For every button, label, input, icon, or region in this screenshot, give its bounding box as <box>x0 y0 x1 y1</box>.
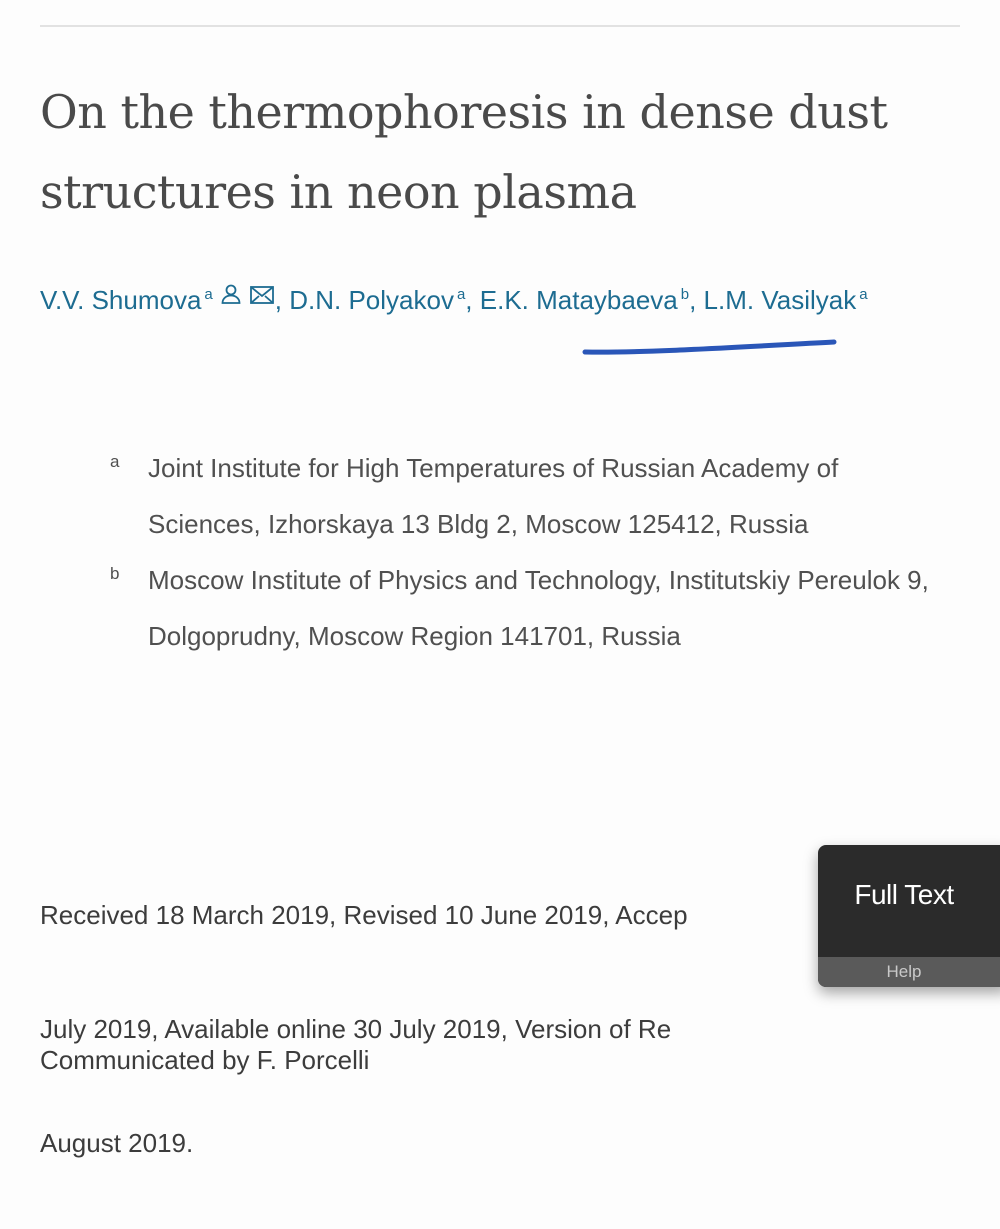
affiliation-marker: b <box>680 286 690 304</box>
author-link-shumova[interactable]: V.V. Shumova $^a$ <box>40 285 213 315</box>
author-separator: , <box>465 285 480 315</box>
handwritten-underline <box>582 336 838 360</box>
affiliation-list <box>110 440 950 664</box>
envelope-icon[interactable] <box>249 269 275 325</box>
affiliation-marker: a <box>859 286 868 304</box>
author-link-vasilyak[interactable]: L.M. Vasilyak $^a$ <box>703 285 868 315</box>
affiliation-text: Moscow Institute of Physics and Technology, Institutskiy Pereulok 9, Dolgoprudny, Moscow Region 141701, Russia <box>148 565 929 651</box>
affiliation-letter: a <box>110 452 120 471</box>
help-label: Help <box>886 962 922 981</box>
author-link-polyakov[interactable]: D.N. Polyakov $^a$ <box>289 285 466 315</box>
full-text-button[interactable]: Full Text <box>854 879 954 910</box>
author-link-mataybaeva[interactable]: E.K. Mataybaeva $^b$ <box>479 285 690 315</box>
person-icon[interactable] <box>219 269 243 325</box>
affiliation-item <box>110 552 950 664</box>
history-line: July 2019, Available online 30 July 2019, Version of Re <box>40 1014 672 1044</box>
help-bar[interactable] <box>818 957 1000 987</box>
affiliation-text: Joint Institute for High Temperatures of Russian Academy of Sciences, Izhorskaya 13 Bldg 2, Moscow 125412, Russia <box>148 453 839 539</box>
communicated-by: Communicated by F. Porcelli <box>40 1045 370 1075</box>
affiliation-letter: b <box>110 564 120 583</box>
affiliation-marker: a <box>204 286 213 304</box>
history-line: August 2019. <box>40 1128 194 1158</box>
author-separator: , <box>689 285 704 315</box>
affiliation-item <box>110 440 950 552</box>
full-text-popup[interactable] <box>818 845 1000 987</box>
history-line: Received 18 March 2019, Revised 10 June 2019, Accep <box>40 900 688 930</box>
author-list <box>40 272 960 330</box>
author-separator: , <box>274 285 290 315</box>
affiliation-marker: a <box>456 286 466 304</box>
article-title: On the thermophoresis in dense dust structures in neon plasma <box>40 85 888 219</box>
top-divider <box>40 25 960 27</box>
